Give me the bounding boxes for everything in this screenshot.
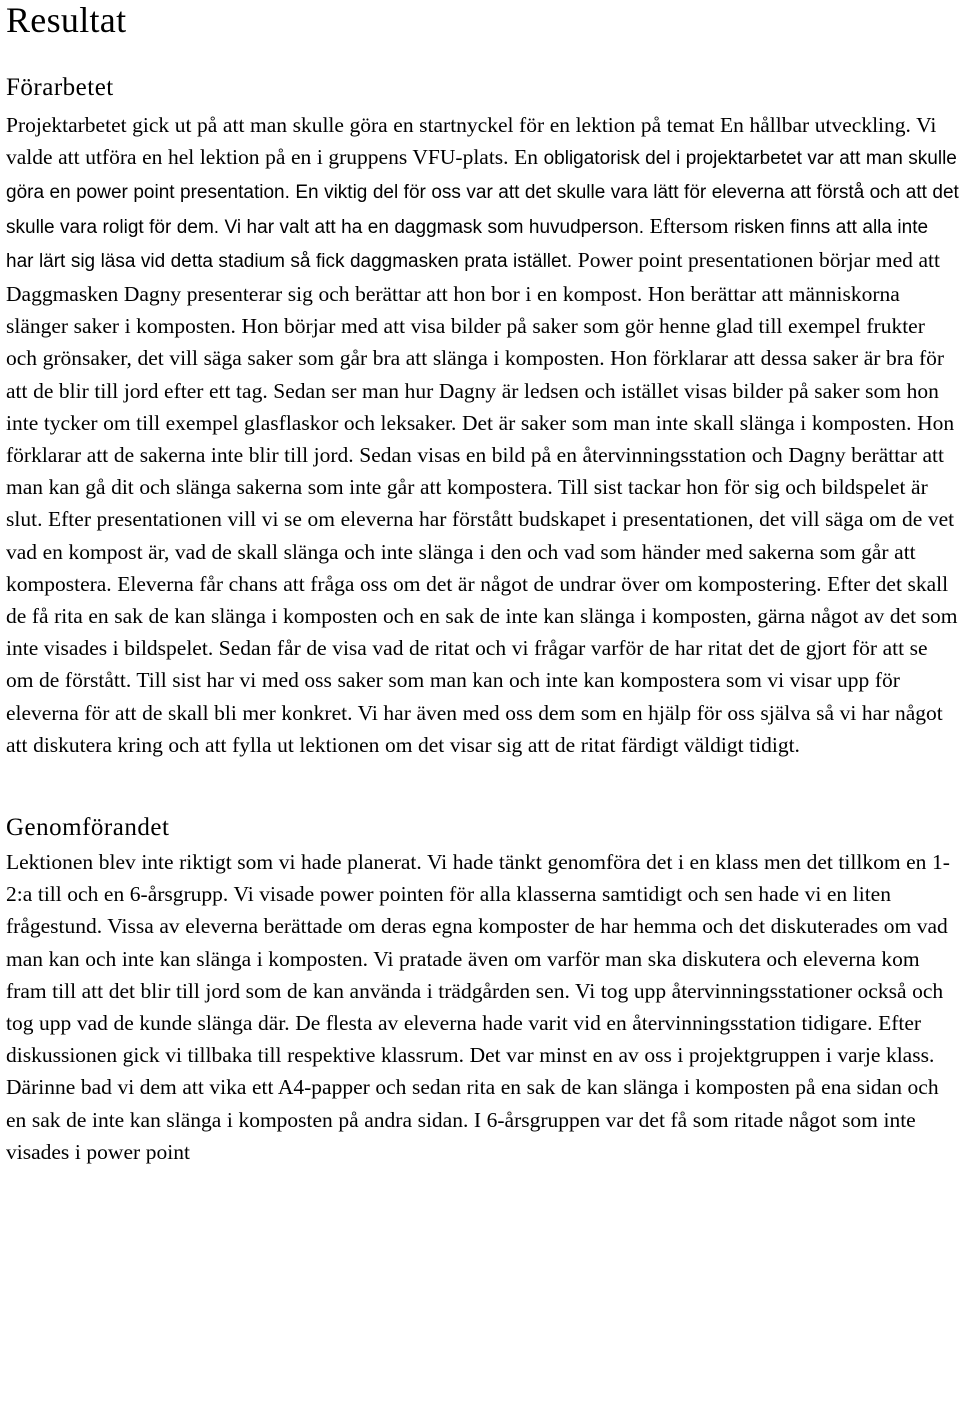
- text-segment: Eftersom: [644, 213, 734, 238]
- paragraph-genomforandet: [6, 846, 960, 1168]
- section-heading-forarbetet: Förarbetet: [6, 74, 114, 101]
- page-title: Resultat: [6, 0, 127, 40]
- paragraph-forarbetet: [6, 109, 960, 761]
- section-heading-genomforandet: Genomförandet: [6, 814, 170, 842]
- text-segment: risken finns att alla inte har lärt sig läsa vid detta stadium så fick daggmasken prata istället.: [6, 216, 929, 272]
- text-segment: obligatorisk del i projektarbetet var att man skulle göra en power point presentation. En viktig del för oss var att det skulle vara lätt för eleverna att förstå och att det skulle vara roligt för dem. Vi har valt att ha en daggmask som huvudperson.: [6, 148, 959, 238]
- text-segment: Lektionen blev inte riktigt som vi hade planerat. Vi hade tänkt genomföra det i en klass men det tillkom en 1-2:a till och en 6-årsgrupp. Vi visade power pointen för alla klasserna samtidigt och sen hade vi en liten frågestund. Vissa av eleverna berättade om deras egna komposter de har hemma och det diskuterades om vad man kan och inte kan slänga i komposten. Vi pratade även om varför man ska diskutera och eleverna kom fram till att det blir till jord som de kan använda i trädgården sen. Vi tog upp återvinningsstationer också och tog upp vad de kunde slänga där. De flesta av eleverna hade varit vid en återvinningsstation tidigare. Efter diskussionen gick vi tillbaka till respektive klassrum. Det var minst en av oss i projektgruppen i varje klass. Därinne bad vi dem att vika ett A4-papper och sedan rita en sak de kan slänga i komposten på ena sidan och en sak de inte kan slänga i komposten på andra sidan. I 6-årsgruppen var det få som ritade något som inte visades i power point: [6, 850, 950, 1164]
- text-segment: Projektarbetet gick ut på att man skulle göra en startnyckel för en lektion på temat En hållbar utveckling. Vi valde att utföra en hel lektion på en i gruppens VFU-plats. En: [6, 113, 937, 170]
- text-segment: Power point presentationen börjar med att Daggmasken Dagny presenterar sig och berättar att hon bor i en kompost. Hon berättar att människorna slänger saker i komposten. Hon börjar med att visa bilder på saker som gör henne glad till exempel frukter och grönsaker, det vill säga saker som går bra att slänga i komposten. Hon förklarar att dessa saker är bra för att de blir till jord efter ett tag. Sedan ser man hur Dagny är ledsen och istället visas bilder på saker som hon inte tycker om till exempel glasflaskor och leksaker. Det är saker som man inte skall slänga i komposten. Hon förklarar att de sakerna inte blir till jord. Sedan visas en bild på en återvinningsstation och Dagny berättar att man kan gå dit och slänga sakerna som inte går att kompostera. Till sist tackar hon för sig och bildspelet är slut. Efter presentationen vill vi se om eleverna har förstått budskapet i presentationen, det vill säga om de vet vad en kompost är, vad de skall slänga och inte slänga i den och vad som händer med sakerna som går att kompostera. Eleverna får chans att fråga oss om det är något de undrar över om kompostering. Efter det skall de få rita en sak de kan slänga i komposten och en sak de inte kan slänga i komposten, gärna något av det som inte visades i bildspelet. Sedan får de visa vad de ritat och vi frågar varför de har ritat det de gjort för att se om de förstått. Till sist har vi med oss saker som man kan och inte kan kompostera som vi visar upp för eleverna för att de skall bli mer konkret. Vi har även med oss dem som en hjälp för oss själva så vi har något att diskutera kring och att fylla ut lektionen om det visar sig att de ritat färdigt väldigt tidigt.: [6, 247, 958, 757]
